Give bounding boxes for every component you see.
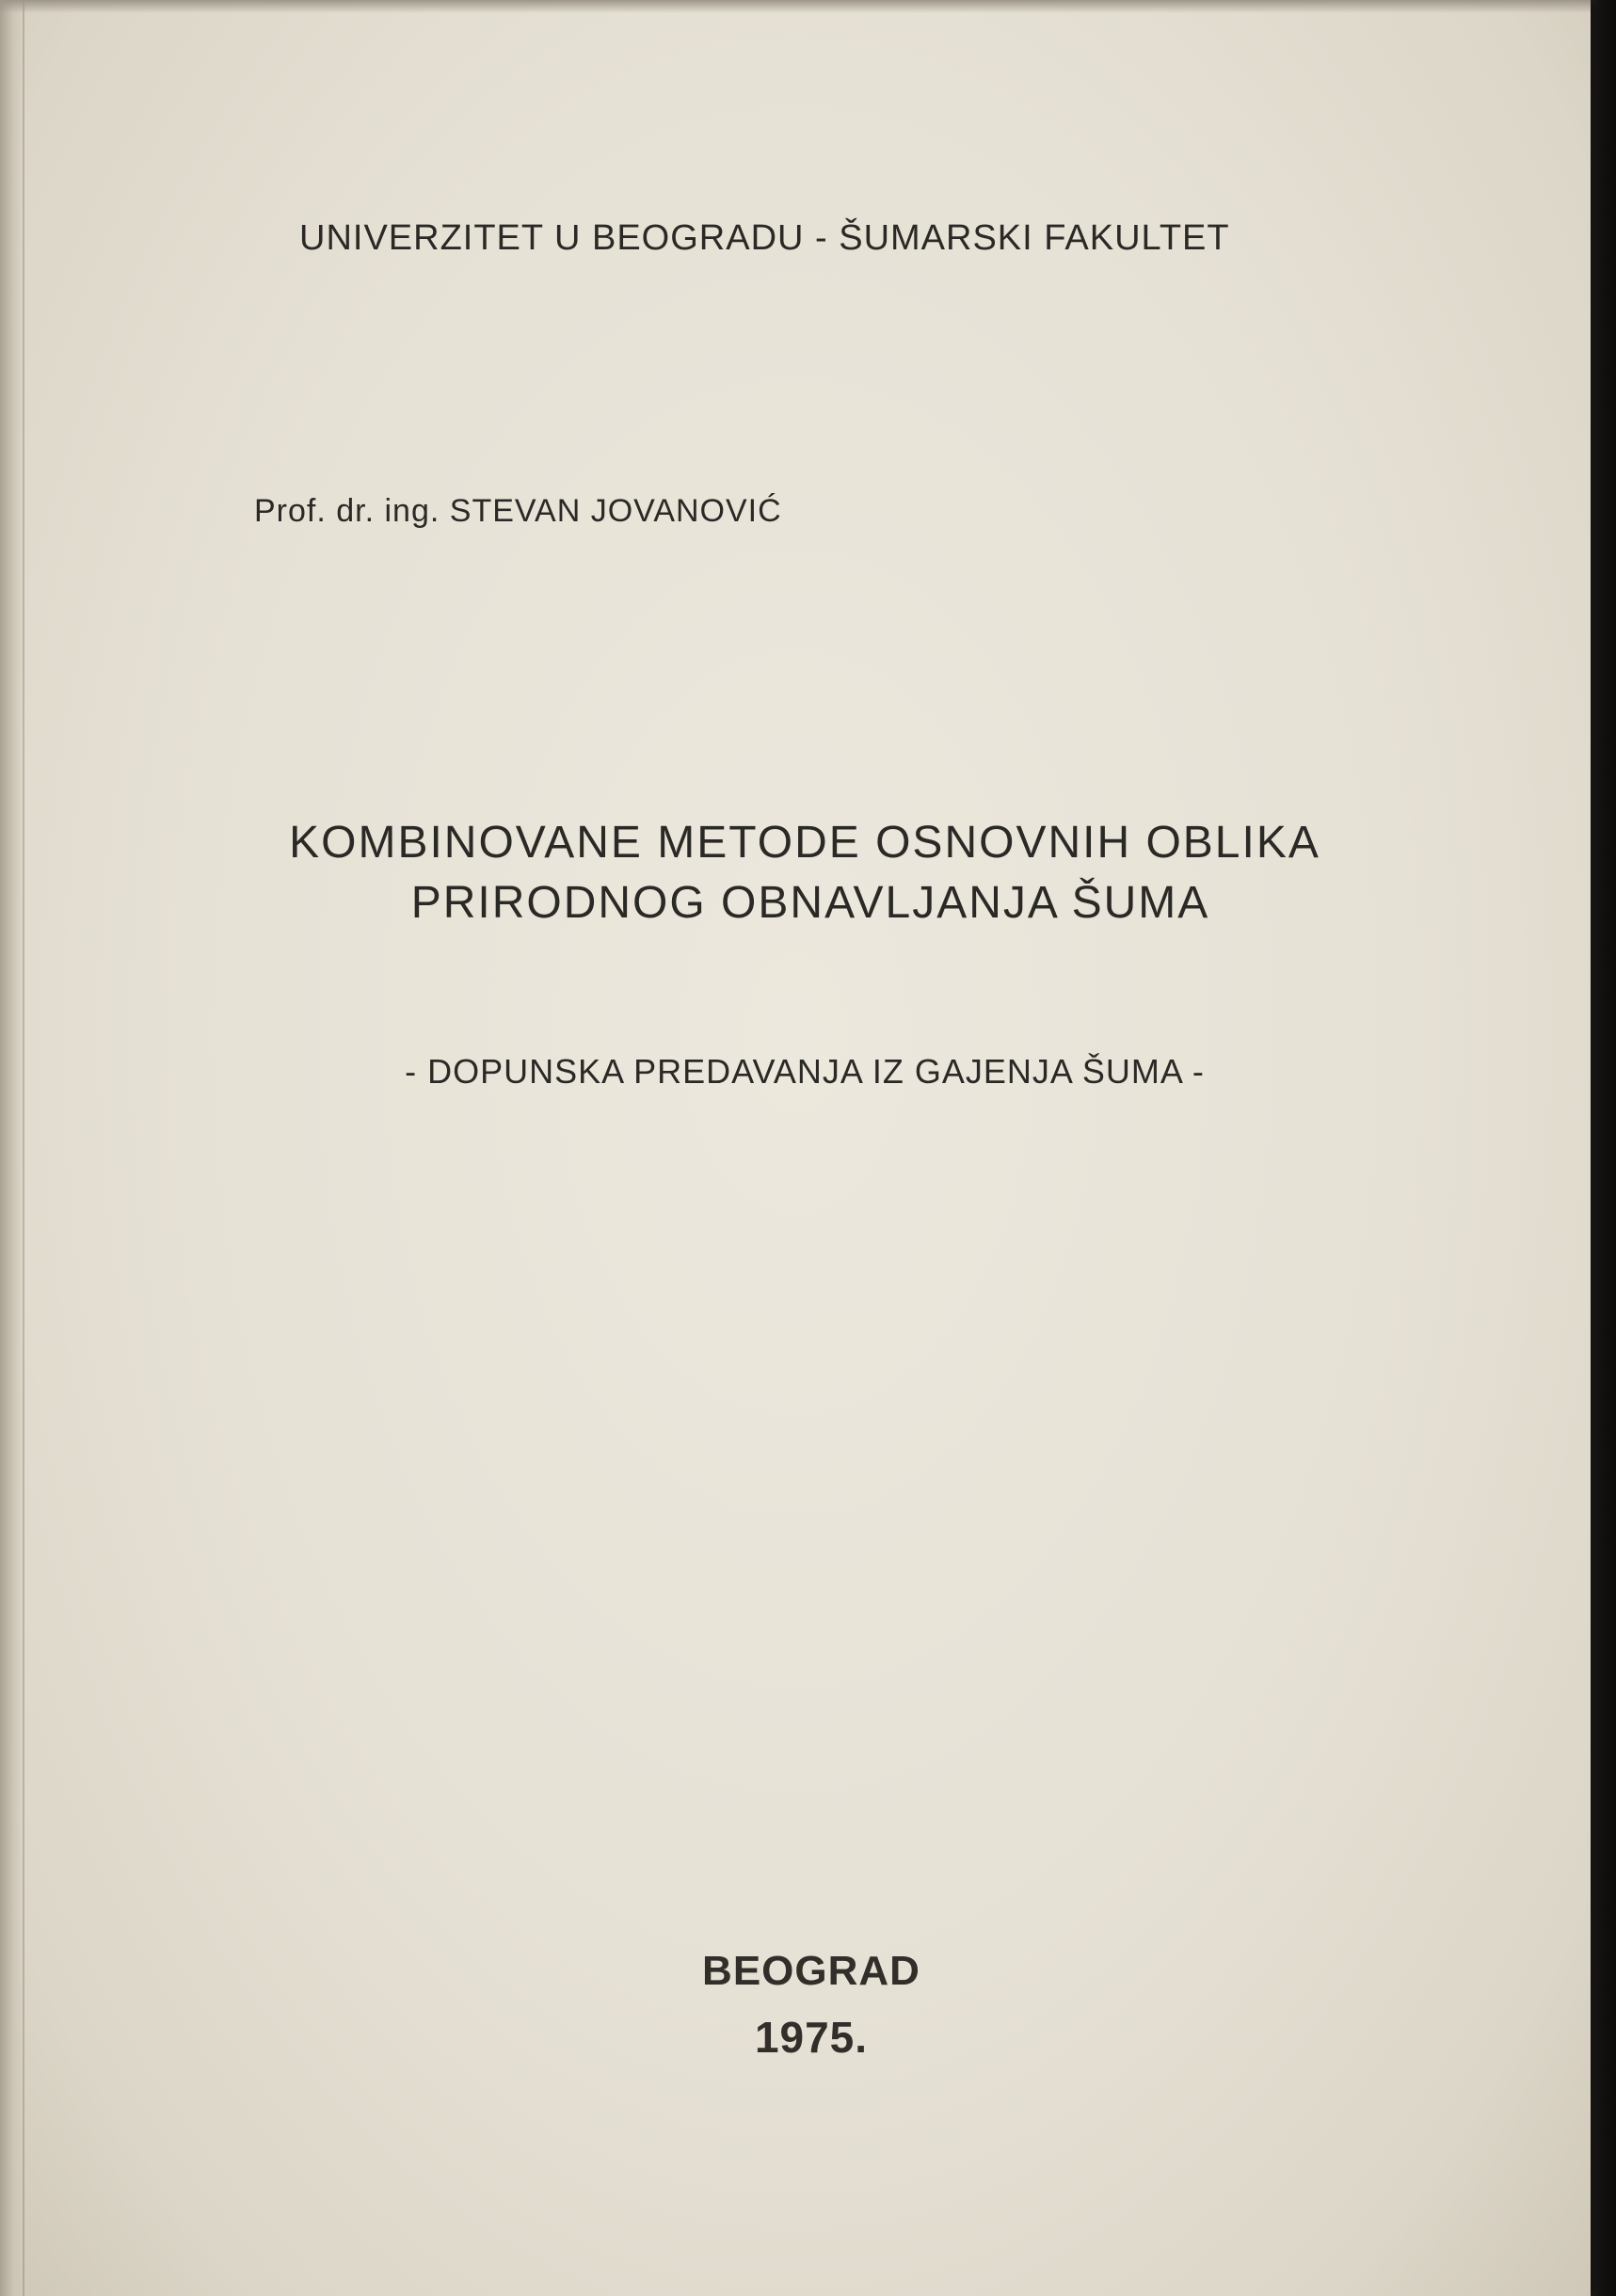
author-name: Prof. dr. ing. STEVAN JOVANOVIĆ: [254, 493, 782, 529]
subtitle: - DOPUNSKA PREDAVANJA IZ GAJENJA ŠUMA -: [405, 1052, 1205, 1091]
institution-heading: UNIVERZITET U BEOGRADU - ŠUMARSKI FAKULTET: [299, 218, 1230, 258]
title-line-1: KOMBINOVANE METODE OSNOVNIH OBLIKA: [289, 818, 1320, 868]
title-line-2: PRIRODNOG OBNAVLJANJA ŠUMA: [410, 878, 1210, 928]
publication-city: BEOGRAD: [702, 1948, 920, 1994]
cover-top-edge: [0, 0, 1591, 13]
publication-year: 1975.: [754, 2013, 869, 2062]
